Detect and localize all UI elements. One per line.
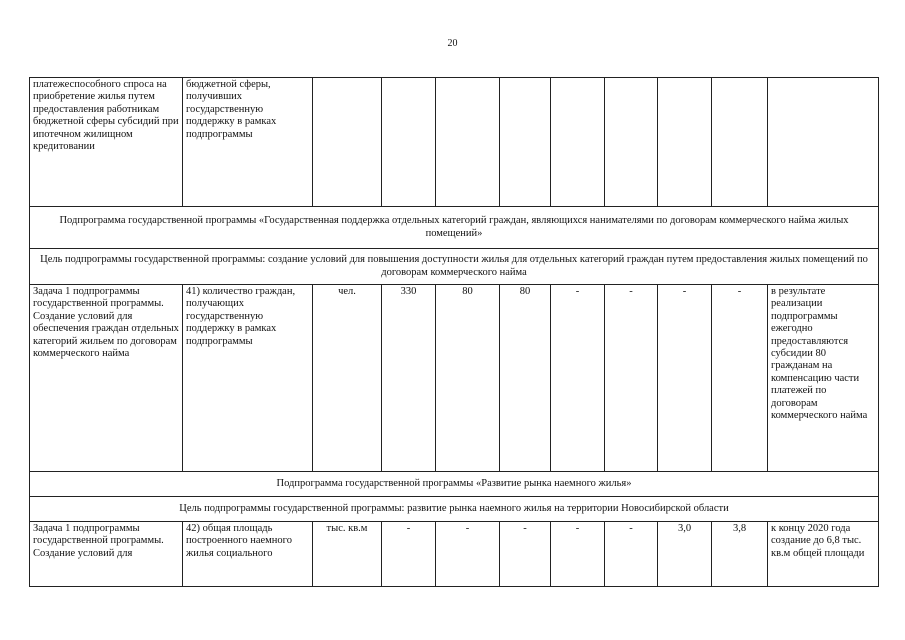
value-cell: - (382, 522, 436, 587)
value-cell: 3,0 (658, 522, 712, 587)
value-cell: - (712, 285, 768, 472)
subprogram-goal: Цель подпрограммы государственной программы: развитие рынка наемного жилья на территории Новосибирской области (30, 497, 879, 522)
unit-cell (313, 78, 382, 207)
unit-cell: чел. (313, 285, 382, 472)
unit-cell: тыс. кв.м (313, 522, 382, 587)
subprogram-goal-row (30, 249, 879, 285)
indicator-cell: бюджетной сферы, получивших государственную поддержку в рамках подпрограммы (183, 78, 313, 207)
value-cell (712, 78, 768, 207)
indicator-table (29, 77, 879, 587)
table-row (30, 78, 879, 207)
value-cell (436, 78, 500, 207)
table-row (30, 522, 879, 587)
subprogram-goal: Цель подпрограммы государственной программы: создание условий для повышения доступности жилья для отдельных категорий граждан путем предоставления жилых помещений по договорам коммерческого найма (30, 249, 879, 285)
subprogram-goal-row (30, 497, 879, 522)
value-cell: 80 (500, 285, 551, 472)
indicator-cell: 42) общая площадь построенного наемного жилья социального (183, 522, 313, 587)
value-cell (500, 78, 551, 207)
note-cell: к концу 2020 года создание до 6,8 тыс. кв.м общей площади (768, 522, 879, 587)
value-cell (658, 78, 712, 207)
value-cell (551, 78, 605, 207)
subprogram-title: Подпрограмма государственной программы «Государственная поддержка отдельных категорий граждан, являющихся нанимателями по договорам коммерческого найма жилых помещений» (30, 207, 879, 249)
value-cell: - (551, 285, 605, 472)
value-cell: 330 (382, 285, 436, 472)
value-cell: 3,8 (712, 522, 768, 587)
indicator-cell: 41) количество граждан, получающих государственную поддержку в рамках подпрограммы (183, 285, 313, 472)
subprogram-title-row (30, 207, 879, 249)
note-cell: в результате реализации подпрограммы ежегодно предоставляются субсидии 80 гражданам на компенсацию части платежей по договорам коммерческого найма (768, 285, 879, 472)
page-number: 20 (447, 38, 458, 49)
value-cell: - (605, 285, 658, 472)
value-cell: - (436, 522, 500, 587)
value-cell: - (551, 522, 605, 587)
task-cell: платежеспособного спроса на приобретение жилья путем предоставления работникам бюджетной сферы субсидий при ипотечном жилищном кредитовании (30, 78, 183, 207)
value-cell (382, 78, 436, 207)
task-cell: Задача 1 подпрограммы государственной программы. Создание условий для (30, 522, 183, 587)
value-cell: - (605, 522, 658, 587)
table-row (30, 285, 879, 472)
value-cell: - (500, 522, 551, 587)
value-cell (605, 78, 658, 207)
subprogram-title: Подпрограмма государственной программы «Развитие рынка наемного жилья» (30, 472, 879, 497)
value-cell: - (658, 285, 712, 472)
value-cell: 80 (436, 285, 500, 472)
subprogram-title-row (30, 472, 879, 497)
task-cell: Задача 1 подпрограммы государственной программы. Создание условий для обеспечения граждан отдельных категорий жильем по договорам коммерческого найма (30, 285, 183, 472)
note-cell (768, 78, 879, 207)
